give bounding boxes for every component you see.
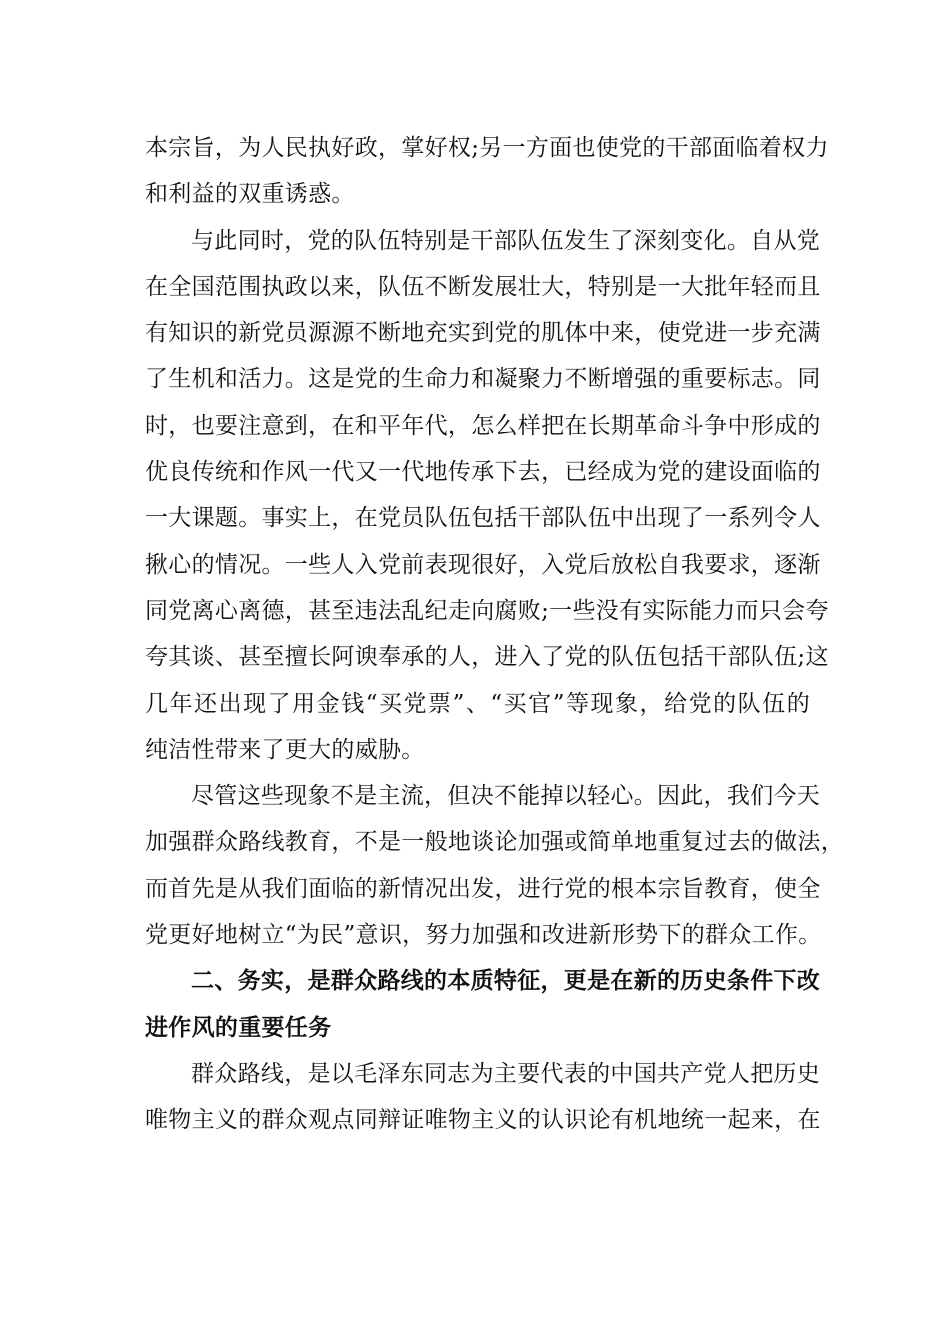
text-line: 与此同时，党的队伍特别是干部队伍发生了深刻变化。自从党 [191, 227, 821, 254]
heading-line: 进作风的重要任务 [145, 1013, 332, 1041]
text-line: 时，也要注意到，在和平年代，怎么样把在长期革命斗争中形成的 [145, 412, 821, 439]
body-paragraph [145, 773, 844, 958]
text-line: 唯物主义的群众观点同辩证唯物主义的认识论有机地统一起来，在 [145, 1107, 821, 1134]
text-line: 有知识的新党员源源不断地充实到党的肌体中来，使党进一步充满 [145, 320, 821, 347]
text-line: 尽管这些现象不是主流，但决不能掉以轻心。因此，我们今天 [191, 783, 821, 810]
text-line: 了生机和活力。这是党的生命力和凝聚力不断增强的重要标志。同 [145, 366, 821, 393]
text-line: 在全国范围执政以来，队伍不断发展壮大，特别是一大批年轻而且 [145, 273, 821, 300]
text-line: 揪心的情况。一些人入党前表现很好，入党后放松自我要求，逐渐 [145, 551, 821, 578]
heading-line: 二、务实，是群众路线的本质特征，更是在新的历史条件下改 [191, 967, 821, 995]
document-body [145, 125, 844, 1144]
text-line: 群众路线，是以毛泽东同志为主要代表的中国共产党人把历史 [191, 1060, 821, 1087]
text-line: 优良传统和作风一代又一代地传承下去，已经成为党的建设面临的 [145, 459, 821, 486]
body-paragraph [145, 125, 829, 218]
text-line: 加强群众路线教育，不是一般地谈论加强或简单地重复过去的做法， [145, 829, 844, 856]
text-line: 党更好地树立“为民”意识，努力加强和改进新形势下的群众工作。 [145, 922, 822, 949]
section-heading [145, 958, 821, 1051]
text-line: 一大课题。事实上，在党员队伍包括干部队伍中出现了一系列令人 [145, 505, 821, 532]
text-line: 本宗旨，为人民执好政，掌好权;另一方面也使党的干部面临着权力 [145, 135, 829, 161]
body-paragraph [145, 1051, 821, 1144]
text-line: 而首先是从我们面临的新情况出发，进行党的根本宗旨教育，使全 [145, 875, 821, 902]
text-line: 纯洁性带来了更大的威胁。 [145, 736, 425, 763]
body-paragraph [145, 218, 829, 774]
text-line: 和利益的双重诱惑。 [145, 181, 355, 208]
text-line: 夸其谈、甚至擅长阿谀奉承的人，进入了党的队伍包括干部队伍;这 [145, 644, 829, 671]
text-line: 同党离心离德，甚至违法乱纪走向腐败;一些没有实际能力而只会夸 [145, 597, 829, 624]
text-line: 几年还出现了用金钱“买党票”、“买官”等现象，给党的队伍的 [145, 690, 810, 717]
